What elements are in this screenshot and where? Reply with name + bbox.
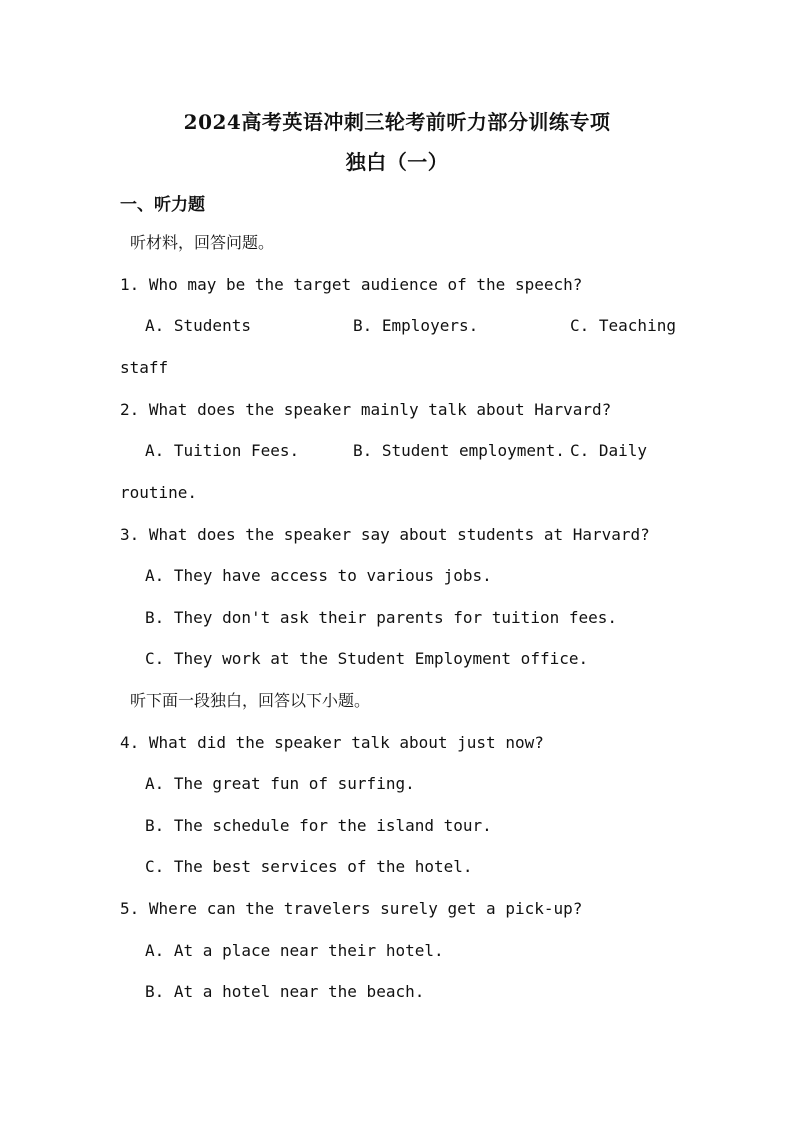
instruction-text: 听下面一段独白，回答以下小题。 — [130, 691, 371, 710]
question-5-stem: 5. Where can the travelers surely get a pick-up? — [120, 899, 583, 918]
question-1-stem: 1. Who may be the target audience of the speech? — [120, 275, 583, 294]
question-4-stem: 4. What did the speaker talk about just now? — [120, 733, 544, 752]
question-2-option-b: B. Student employment. — [353, 441, 565, 460]
document-subtitle: 独白（一） — [345, 150, 449, 174]
question-1-option-c: C. Teaching — [570, 316, 676, 335]
question-5-option-b: B. At a hotel near the beach. — [145, 982, 425, 1001]
question-4-option-c: C. The best services of the hotel. — [145, 857, 473, 876]
question-3-option-b: B. They don't ask their parents for tuition fees. — [145, 608, 618, 627]
section-heading: 一、听力题 — [120, 195, 205, 215]
question-5-option-a: A. At a place near their hotel. — [145, 941, 444, 960]
instruction-text: 听材料，回答问题。 — [130, 233, 275, 252]
question-4-option-b: B. The schedule for the island tour. — [145, 816, 492, 835]
question-2-stem: 2. What does the speaker mainly talk about Harvard? — [120, 400, 612, 419]
question-3-option-c: C. They work at the Student Employment office. — [145, 649, 589, 668]
question-2-option-c: C. Daily — [570, 441, 648, 460]
question-3-option-a: A. They have access to various jobs. — [145, 566, 492, 585]
question-1-option-b: B. Employers. — [353, 316, 479, 335]
question-1-option-a: A. Students — [145, 316, 251, 335]
question-1-option-c-continued: staff — [120, 358, 169, 377]
question-2-option-a: A. Tuition Fees. — [145, 441, 300, 460]
question-4-option-a: A. The great fun of surfing. — [145, 774, 415, 793]
question-2-option-c-continued: routine. — [120, 483, 198, 502]
question-3-stem: 3. What does the speaker say about students at Harvard? — [120, 525, 650, 544]
document-title: 2024高考英语冲刺三轮考前听力部分训练专项 — [183, 110, 611, 134]
